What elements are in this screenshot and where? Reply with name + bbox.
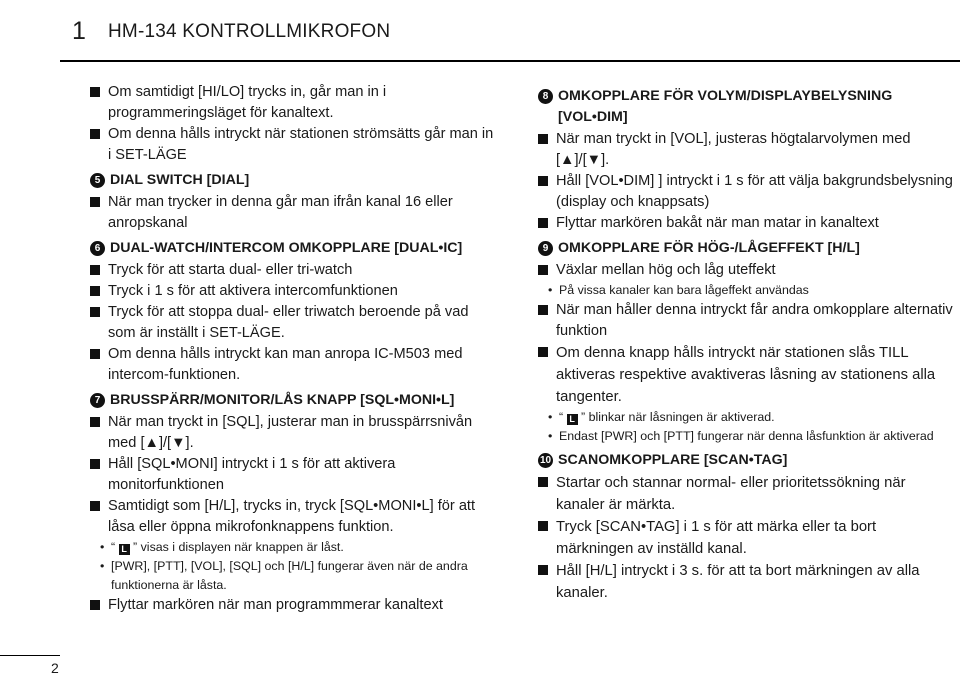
circled-number-icon: 10 [539, 455, 552, 466]
section-heading-6: 6 DUAL-WATCH/INTERCOM OMKOPPLARE [DUAL•IC] [90, 238, 500, 259]
section-heading-10: 10 SCANOMKOPPLARE [SCAN•TAG] [539, 452, 788, 468]
square-bullet-icon [90, 265, 100, 275]
square-bullet-icon [90, 129, 100, 139]
square-bullet-icon [538, 305, 548, 315]
list-item: Flyttar markören när man programmmerar kanaltext [90, 595, 500, 616]
list-item: Tryck [SCAN•TAG] i 1 s för att märka eller ta bort märkningen av inställd kanal. [538, 516, 956, 560]
circled-number-icon: 8 [538, 89, 553, 104]
list-item: Om samtidigt [HI/LO] trycks in, går man in i programmeringsläget för kanaltext. [90, 82, 500, 124]
sub-bullet: • [PWR], [PTT], [VOL], [SQL] och [H/L] fungerar även när de andra funktionerna är låsta. [100, 559, 468, 592]
square-bullet-icon [90, 307, 100, 317]
left-column [90, 82, 500, 616]
page-number: 2 [51, 660, 59, 676]
section-heading-8: 8 OMKOPPLARE FÖR VOLYM/DISPLAYBELYSNING [VOL•DIM] [538, 86, 956, 128]
square-bullet-icon [538, 176, 548, 186]
lock-icon: L [567, 414, 578, 425]
square-bullet-icon [538, 218, 548, 228]
circled-number-icon: 9 [538, 241, 553, 256]
list-item: Håll [H/L] intryckt i 3 s. för att ta bort märkningen av alla kanaler. [538, 560, 956, 604]
square-bullet-icon [538, 265, 548, 275]
list-item: När man tryckt in [VOL], justeras högtalarvolymen med [▲]/[▼]. [538, 129, 956, 171]
list-item: Tryck för att starta dual- eller tri-watch [90, 260, 500, 281]
footer-rule [0, 655, 60, 656]
chapter-number: 1 [72, 17, 86, 45]
square-bullet-icon [538, 521, 548, 531]
dot-bullet-icon: • [100, 540, 105, 554]
square-bullet-icon [538, 347, 548, 357]
square-bullet-icon [538, 477, 548, 487]
square-bullet-icon [90, 459, 100, 469]
page-header [0, 0, 960, 66]
list-item: Håll [VOL•DIM] ] intryckt i 1 s för att välja bakgrundsbelysning (display och knappsats) [538, 171, 956, 213]
list-item: När man tryckt in [SQL], justerar man in brusspärrsnivån med [▲]/[▼]. [90, 412, 500, 454]
square-bullet-icon [90, 197, 100, 207]
square-bullet-icon [538, 134, 548, 144]
list-item: Flyttar markören bakåt när man matar in kanaltext [538, 213, 956, 234]
list-item: Om denna hålls intryckt när stationen strömsätts går man in i SET-LÄGE [90, 124, 500, 166]
square-bullet-icon [90, 600, 100, 610]
square-bullet-icon [90, 501, 100, 511]
sub-bullet: • På vissa kanaler kan bara lågeffekt användas [538, 281, 956, 300]
list-item: Tryck för att stoppa dual- eller triwatch beroende på vad som är inställt i SET-LÄGE. [90, 302, 500, 344]
list-item: Tryck i 1 s för att aktivera intercomfunktionen [90, 281, 500, 302]
list-item: Samtidigt som [H/L], trycks in, tryck [SQL•MONI•L] för att låsa eller öppna mikrofonknappens funktion. [90, 496, 500, 538]
chapter-title: HM-134 KONTROLLMIKROFON [108, 21, 391, 42]
square-bullet-icon [538, 565, 548, 575]
dot-bullet-icon: • [100, 559, 105, 573]
list-item: Om denna hålls intryckt kan man anropa IC-M503 med intercom-funktionen. [90, 344, 500, 386]
square-bullet-icon [90, 417, 100, 427]
header-rule [60, 60, 960, 62]
square-bullet-icon [90, 87, 100, 97]
sub-bullet: • Endast [PWR] och [PTT] fungerar när denna låsfunktion är aktiverad [538, 427, 956, 446]
right-column [538, 82, 956, 604]
circled-number-icon: 7 [90, 393, 105, 408]
section-heading-5: 5 DIAL SWITCH [DIAL] [90, 170, 500, 191]
circled-number-icon: 6 [90, 241, 105, 256]
square-bullet-icon [90, 349, 100, 359]
list-item: När man håller denna intryckt får andra omkopplare alternativ funktion [538, 300, 956, 342]
dot-bullet-icon: • [548, 283, 553, 297]
dot-bullet-icon: • [548, 410, 553, 424]
section-heading-9: 9 OMKOPPLARE FÖR HÖG-/LÅGEFFEKT [H/L] [538, 238, 956, 259]
list-item: Håll [SQL•MONI] intryckt i 1 s för att aktivera monitorfunktionen [90, 454, 500, 496]
list-item: När man trycker in denna går man ifrån kanal 16 eller anropskanal [90, 192, 500, 234]
lock-icon: L [119, 544, 130, 555]
list-item: Startar och stannar normal- eller prioritetssökning när kanaler är märkta. [538, 472, 956, 516]
sub-bullet: • “ L ” visas i displayen när knappen är låst. [90, 538, 500, 557]
list-item: Om denna knapp hålls intryckt när stationen slås TILL aktiveras respektive avaktiveras låsning av stationens alla tangenter. [538, 342, 956, 408]
section-heading-7: 7 BRUSSPÄRR/MONITOR/LÅS KNAPP [SQL•MONI•L] [90, 390, 500, 411]
circled-number-icon: 5 [90, 173, 105, 188]
sub-bullet: • “ L ” blinkar när låsningen är aktiverad. [538, 408, 956, 427]
square-bullet-icon [90, 286, 100, 296]
dot-bullet-icon: • [548, 429, 553, 443]
list-item: Växlar mellan hög och låg uteffekt [538, 260, 956, 281]
